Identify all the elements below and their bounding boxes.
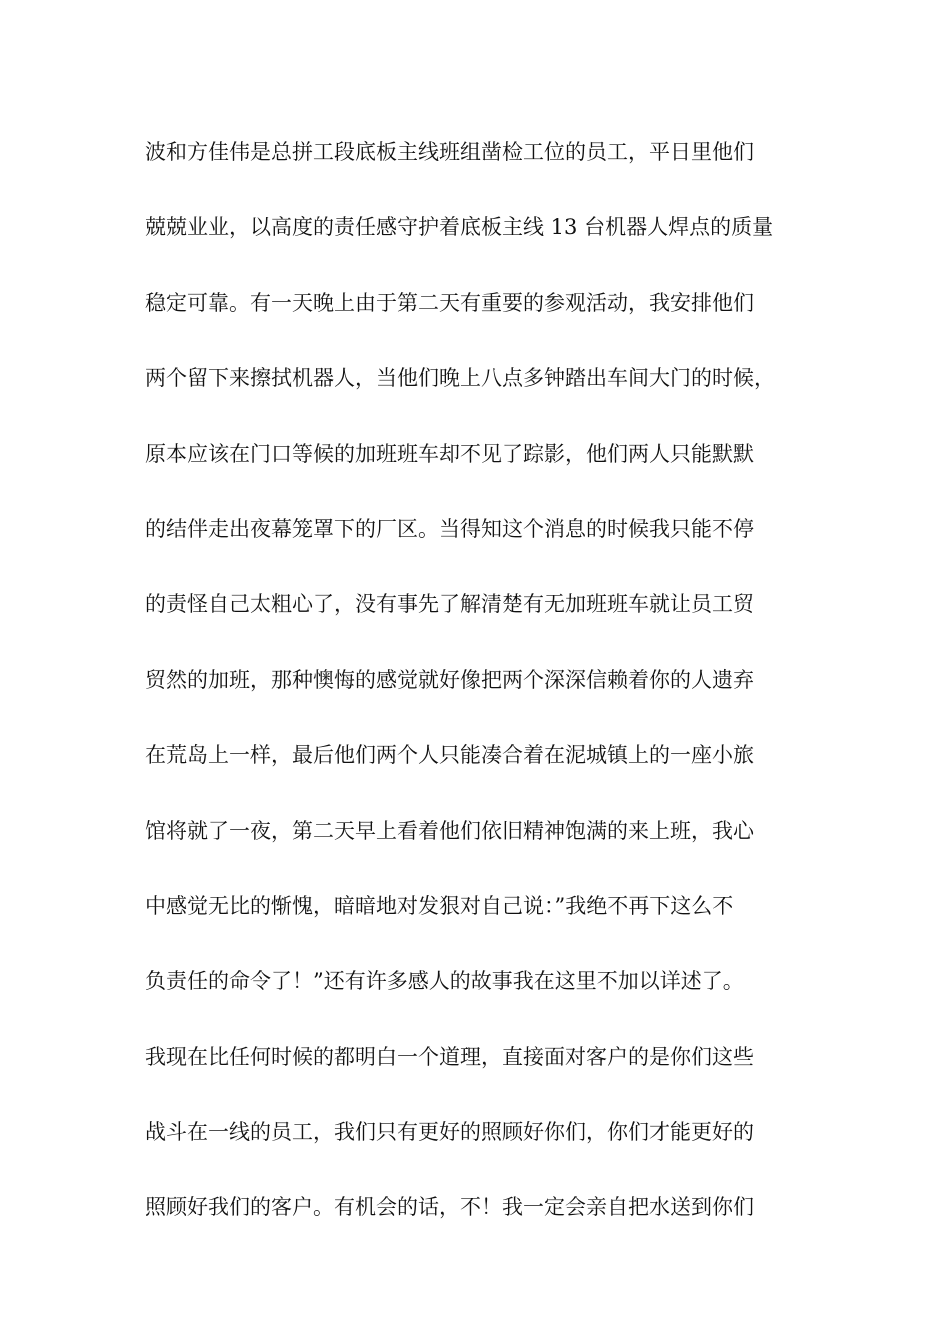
text-line-14: 战斗在一线的员工，我们只有更好的照顾好你们，你们才能更好的 bbox=[145, 1120, 754, 1145]
text-line-4: 两个留下来擦拭机器人，当他们晚上八点多钟踏出车间大门的时候， bbox=[145, 366, 775, 391]
text-line-15: 照顾好我们的客户。有机会的话，不！我一定会亲自把水送到你们 bbox=[145, 1195, 754, 1220]
text-line-10: 馆将就了一夜，第二天早上看着他们依旧精神饱满的来上班，我心 bbox=[145, 818, 754, 843]
text-line-12: 负责任的命令了！”还有许多感人的故事我在这里不加以详述了。 bbox=[145, 969, 744, 994]
text-line-7: 的责怪自己太粗心了，没有事先了解清楚有无加班班车就让员工贸 bbox=[145, 592, 754, 617]
text-line-6: 的结伴走出夜幕笼罩下的厂区。当得知这个消息的时候我只能不停 bbox=[145, 516, 754, 541]
text-line-8: 贸然的加班，那种懊悔的感觉就好像把两个深深信赖着你的人遗弃 bbox=[145, 667, 754, 692]
text-line-3: 稳定可靠。有一天晚上由于第二天有重要的参观活动，我安排他们 bbox=[145, 290, 754, 315]
text-line-13: 我现在比任何时候的都明白一个道理，直接面对客户的是你们这些 bbox=[145, 1044, 754, 1069]
text-line-1: 波和方佳伟是总拼工段底板主线班组凿检工位的员工，平日里他们 bbox=[145, 140, 754, 164]
text-line-9: 在荒岛上一样，最后他们两个人只能凑合着在泥城镇上的一座小旅 bbox=[145, 743, 754, 768]
text-line-2: 兢兢业业，以高度的责任感守护着底板主线 13 台机器人焊点的质量 bbox=[145, 215, 774, 240]
body-text bbox=[145, 130, 845, 1261]
text-line-5: 原本应该在门口等候的加班班车却不见了踪影，他们两人只能默默 bbox=[145, 441, 754, 466]
text-line-11: 中感觉无比的惭愧，暗暗地对发狠对自己说：”我绝不再下这么不 bbox=[145, 893, 734, 918]
